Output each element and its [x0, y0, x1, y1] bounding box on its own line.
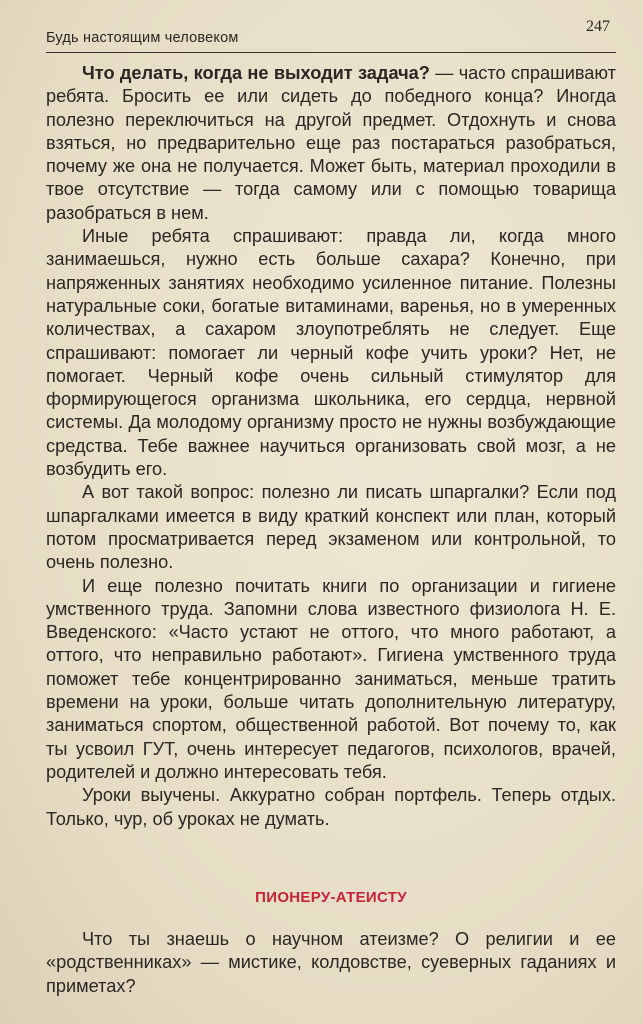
- running-head: Будь настоящим человеком: [46, 30, 239, 46]
- section-text: [46, 928, 616, 998]
- section-paragraph: Что ты знаешь о научном атеизме? О религии и ее «родственниках» — мистике, колдовстве, суеверных гаданиях и приметах?: [46, 929, 616, 996]
- page-header: [46, 18, 616, 52]
- paragraph-1: [46, 62, 616, 225]
- header-rule: [46, 52, 616, 53]
- paragraph-text: — часто спрашивают ребята. Бросить ее или сидеть до победного конца? Иногда полезно переключиться на другой предмет. Отдохнуть и снова взяться, но предварительно еще раз постараться разобраться, почему же она не получается. Может быть, материал проходили в твое отсутствие — тогда самому или с помощью товарища разобраться в нем.: [46, 63, 616, 223]
- paragraph-3: [46, 481, 616, 574]
- paragraph-5: [46, 784, 616, 831]
- paragraph-lead: Что делать, когда не выходит задача?: [82, 63, 430, 83]
- section-title: ПИОНЕРУ-АТЕИСТУ: [255, 889, 407, 906]
- paragraph-2: [46, 225, 616, 481]
- body-text: [46, 62, 616, 831]
- paragraph-text: Уроки выучены. Аккуратно собран портфель. Теперь отдых. Только, чур, об уроках не думать.: [46, 785, 616, 829]
- paragraph-text: И еще полезно почитать книги по организации и гигиене умственного труда. Запомни слова известного физиолога Н. Е. Введенского: «Часто устают не оттого, что много работают, а оттого, что неправильно работают». Гигиена умственного труда поможет тебе концентрированно заниматься, меньше тратить времени на уроки, больше читать дополнительную литературу, заниматься спортом, общественной работой. Вот почему то, как ты усвоил ГУТ, очень интересует педагогов, психологов, врачей, родителей и должно интересовать тебя.: [46, 575, 616, 782]
- paragraph-4: [46, 575, 616, 785]
- paragraph-text: Иные ребята спрашивают: правда ли, когда много занимаешься, нужно есть больше сахара? Конечно, при напряженных занятиях необходимо усиленное питание. Полезны натуральные соки, богатые витаминами, варенья, но в умеренных количествах, а сахаром злоупотреблять не следует. Еще спрашивают: помогает ли черный кофе учить уроки? Нет, не помогает. Черный кофе очень сильный стимулятор для формирующегося организма школьника, его сердца, нервной системы. Да молодому организму просто не нужны возбуждающие средства. Тебе важнее научиться организовать свой мозг, а не возбудить его.: [46, 226, 616, 480]
- paragraph-text: А вот такой вопрос: полезно ли писать шпаргалки? Если под шпаргалками имеется в виду краткий конспект или план, который потом просматривается перед экзаменом или контрольной, то очень полезно.: [46, 482, 616, 573]
- page-number: 247: [586, 18, 610, 35]
